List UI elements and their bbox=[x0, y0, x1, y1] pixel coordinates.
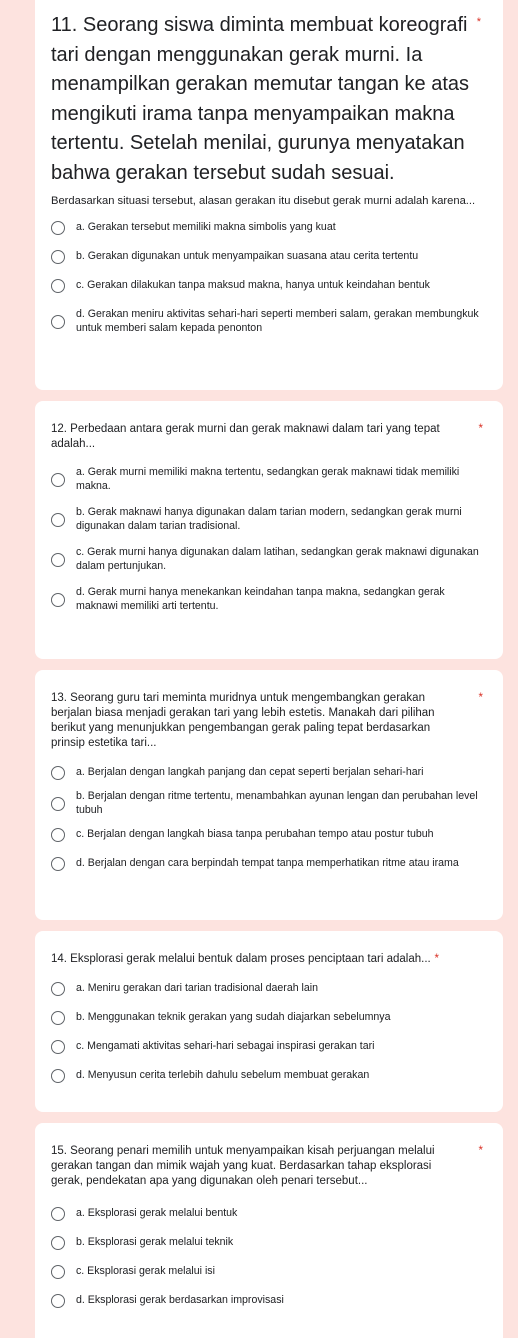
radio-button[interactable] bbox=[51, 857, 65, 871]
question-card-15 bbox=[35, 1123, 503, 1338]
option-c[interactable] bbox=[51, 278, 483, 294]
required-asterisk: * bbox=[476, 16, 481, 28]
question-title-text: 15. Seorang penari memilih untuk menyampaikan kisah perjuangan melalui gerakan tangan dan mimik wajah yang kuat. Berdasarkan tahap eksplorasi gerak, pendekatan apa yang digunakan oleh penari tersebut... bbox=[51, 1145, 435, 1187]
question-subtitle: Berdasarkan situasi tersebut, alasan gerakan itu disebut gerak murni adalah karena... bbox=[51, 195, 476, 207]
option-label: c. Eksplorasi gerak melalui isi bbox=[76, 1265, 215, 1278]
options-list bbox=[51, 765, 483, 872]
option-label: a. Meniru gerakan dari tarian tradisional daerah lain bbox=[76, 982, 319, 995]
options-list bbox=[51, 465, 483, 614]
option-d[interactable] bbox=[51, 585, 483, 614]
radio-button[interactable] bbox=[51, 1294, 65, 1308]
option-label: a. Gerak murni memiliki makna tertentu, sedangkan gerak maknawi tidak memiliki makna. bbox=[76, 466, 460, 492]
question-title-text: 13. Seorang guru tari meminta muridnya untuk mengembangkan gerakan berjalan biasa menjadi gerakan tari yang lebih estetis. Manakah dari pilihan berikut yang menunjukkan pengembangan gerak paling tepat berdasarkan prinsip estetika tari... bbox=[51, 692, 435, 749]
option-a[interactable] bbox=[51, 220, 483, 236]
option-b[interactable] bbox=[51, 1010, 483, 1026]
question-title bbox=[51, 691, 483, 751]
question-card-13 bbox=[35, 670, 503, 920]
radio-button[interactable] bbox=[51, 1011, 65, 1025]
option-b[interactable] bbox=[51, 505, 483, 534]
required-asterisk: * bbox=[478, 1145, 483, 1157]
question-card-14 bbox=[35, 931, 503, 1112]
option-d[interactable] bbox=[51, 856, 483, 872]
radio-button[interactable] bbox=[51, 1207, 65, 1221]
options-list bbox=[51, 981, 483, 1084]
options-list bbox=[51, 220, 483, 337]
option-label: c. Gerakan dilakukan tanpa maksud makna, hanya untuk keindahan bentuk bbox=[76, 278, 430, 291]
question-title bbox=[51, 422, 483, 452]
option-d[interactable] bbox=[51, 307, 483, 337]
option-label: d. Menyusun cerita terlebih dahulu sebelum membuat gerakan bbox=[76, 1069, 370, 1082]
radio-button[interactable] bbox=[51, 553, 65, 567]
question-title-text: 14. Eksplorasi gerak melalui bentuk dalam proses penciptaan tari adalah... bbox=[51, 953, 431, 965]
radio-button[interactable] bbox=[51, 982, 65, 996]
options-list bbox=[51, 1206, 483, 1309]
option-label: a. Gerakan tersebut memiliki makna simbolis yang kuat bbox=[76, 220, 336, 233]
option-label: c. Berjalan dengan langkah biasa tanpa perubahan tempo atau postur tubuh bbox=[76, 828, 434, 841]
option-d[interactable] bbox=[51, 1068, 483, 1084]
option-label: d. Berjalan dengan cara berpindah tempat tanpa memperhatikan ritme atau irama bbox=[76, 857, 459, 870]
option-c[interactable] bbox=[51, 827, 483, 843]
option-d[interactable] bbox=[51, 1293, 483, 1309]
option-label: b. Gerak maknawi hanya digunakan dalam tarian modern, sedangkan gerak murni digunakan dalam tarian tradisional. bbox=[76, 506, 462, 532]
option-label: d. Gerakan meniru aktivitas sehari-hari seperti memberi salam, gerakan membungkuk untuk memberi salam kepada penonton bbox=[76, 308, 479, 334]
option-b[interactable] bbox=[51, 249, 483, 265]
radio-button[interactable] bbox=[51, 1265, 65, 1279]
option-c[interactable] bbox=[51, 545, 483, 574]
option-c[interactable] bbox=[51, 1264, 483, 1280]
option-label: c. Mengamati aktivitas sehari-hari sebagai inspirasi gerakan tari bbox=[76, 1040, 375, 1053]
radio-button[interactable] bbox=[51, 828, 65, 842]
radio-button[interactable] bbox=[51, 250, 65, 264]
option-label: b. Gerakan digunakan untuk menyampaikan suasana atau cerita tertentu bbox=[76, 249, 419, 262]
option-label: b. Menggunakan teknik gerakan yang sudah diajarkan sebelumnya bbox=[76, 1011, 391, 1024]
radio-button[interactable] bbox=[51, 279, 65, 293]
question-card-12 bbox=[35, 401, 503, 659]
radio-button[interactable] bbox=[51, 1040, 65, 1054]
radio-button[interactable] bbox=[51, 221, 65, 235]
question-title bbox=[51, 1144, 483, 1189]
option-label: b. Berjalan dengan ritme tertentu, menambahkan ayunan lengan dan perubahan level tubuh bbox=[76, 790, 478, 816]
option-label: a. Eksplorasi gerak melalui bentuk bbox=[76, 1207, 238, 1220]
radio-button[interactable] bbox=[51, 1069, 65, 1083]
radio-button[interactable] bbox=[51, 315, 65, 329]
question-card-11 bbox=[35, 0, 503, 390]
required-asterisk: * bbox=[434, 953, 439, 965]
option-a[interactable] bbox=[51, 1206, 483, 1222]
option-c[interactable] bbox=[51, 1039, 483, 1055]
option-label: d. Gerak murni hanya menekankan keindahan tanpa makna, sedangkan gerak maknawi memiliki arti tertentu. bbox=[76, 586, 445, 612]
radio-button[interactable] bbox=[51, 473, 65, 487]
radio-button[interactable] bbox=[51, 797, 65, 811]
option-label: b. Eksplorasi gerak melalui teknik bbox=[76, 1236, 234, 1249]
question-title bbox=[51, 11, 483, 188]
radio-button[interactable] bbox=[51, 766, 65, 780]
radio-button[interactable] bbox=[51, 513, 65, 527]
option-b[interactable] bbox=[51, 789, 483, 818]
required-asterisk: * bbox=[478, 692, 483, 704]
option-a[interactable] bbox=[51, 981, 483, 997]
option-b[interactable] bbox=[51, 1235, 483, 1251]
option-label: d. Eksplorasi gerak berdasarkan improvisasi bbox=[76, 1294, 284, 1307]
question-title-text: 11. Seorang siswa diminta membuat koreografi tari dengan menggunakan gerak murni. Ia menampilkan gerakan memutar tangan ke atas mengikuti irama tanpa menyampaikan makna tertentu. Setelah menilai, gurunya menyatakan bahwa gerakan tersebut sudah sesuai. bbox=[51, 14, 470, 184]
radio-button[interactable] bbox=[51, 593, 65, 607]
question-title bbox=[51, 952, 483, 967]
option-a[interactable] bbox=[51, 765, 483, 781]
required-asterisk: * bbox=[478, 423, 483, 435]
question-title-text: 12. Perbedaan antara gerak murni dan gerak maknawi dalam tari yang tepat adalah... bbox=[51, 423, 440, 450]
radio-button[interactable] bbox=[51, 1236, 65, 1250]
option-label: c. Gerak murni hanya digunakan dalam latihan, sedangkan gerak maknawi digunakan dalam pertunjukan. bbox=[76, 546, 479, 572]
option-a[interactable] bbox=[51, 465, 483, 494]
option-label: a. Berjalan dengan langkah panjang dan cepat seperti berjalan sehari-hari bbox=[76, 766, 424, 779]
